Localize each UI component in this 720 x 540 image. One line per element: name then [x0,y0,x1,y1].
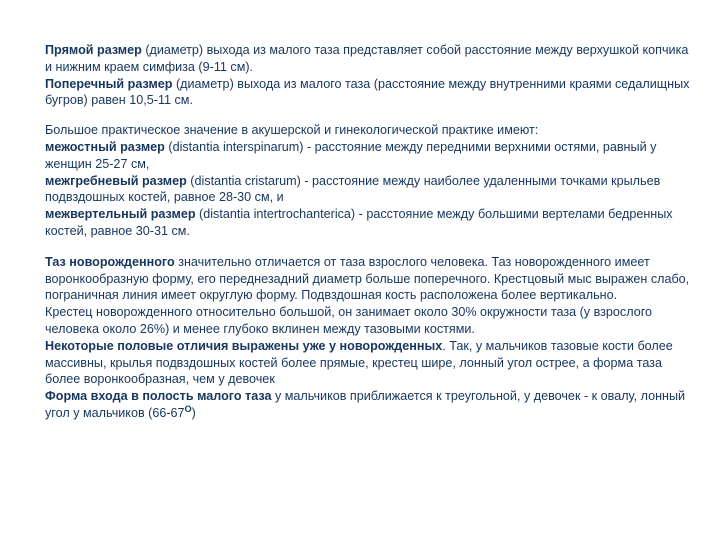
paragraph-interspinous [45,139,693,173]
term-sex-differences: Некоторые половые отличия выражены уже у новорожденных [45,338,443,353]
paragraph-intro: Большое практическое значение в акушерской и гинекологической практике имеют: [45,123,539,138]
term-intercristal: межгребневый размер [45,173,187,188]
paragraph-newborn-pelvis [45,254,693,304]
text-direct-size: (диаметр) выхода из малого таза представляет собой расстояние между верхушкой копчика и нижним краем симфиза (9-11 см). [45,43,689,74]
text-intercristal: (distantia cristarum) - расстояние между наиболее удаленными точками крыльев подвздошных костей, равное 28-30 см, и [45,173,661,205]
newborn-pelvis [45,254,693,422]
paragraph-intertrochanteric [45,206,693,240]
term-interspinous: межостный размер [45,139,165,154]
term-direct-size: Прямой размер [45,43,142,57]
text-interspinous: (distantia interspinarum) - расстояние между передними верхними остями, равный у женщин 25-27 см, [45,139,657,171]
pelvic-outlet-dimensions [45,42,693,109]
paragraph-intercristal [45,173,693,207]
paragraph-inlet-shape [45,388,693,422]
text-transverse-size: (диаметр) выхода из малого таза (расстояние между внутренними краями седалищных бугров) равен 10,5-11 см. [45,76,690,108]
large-pelvis-dimensions [45,122,693,240]
paragraph-sacrum: Крестец новорожденного относительно большой, он занимает около 30% окружности таза (у взрослого человека около 26%) и менее глубоко вклинен между тазовыми костями. [45,305,653,336]
paragraph-transverse-size [45,76,693,110]
spacer [45,109,693,122]
text-sex-differences: . Так, у мальчиков тазовые кости более массивны, крылья подвздошных костей более прямые, крестец шире, лонный угол острее, а форма таза более воронкообразная, чем у девочек [45,338,673,387]
text-inlet-shape: у мальчиков приближается к треугольной, у девочек - к овалу, лонный угол у мальчиков (66-67 [45,389,686,420]
degree-mark: О [184,403,192,414]
term-intertrochanteric: межвертельный размер [45,207,196,222]
paragraph-sex-differences [45,338,693,388]
text-newborn-pelvis: значительно отличается от таза взрослого человека. Таз новорожденного имеет воронкообразную форму, его переднезадний диаметр больше поперечного. Крестцовый мыс выражен слабо, пограничная линия имеет округлую форму. Подвздошная кость расположена более вертикально. [45,254,690,303]
term-newborn-pelvis: Таз новорожденного [45,254,175,269]
term-inlet-shape: Форма входа в полость малого таза [45,389,272,404]
document-text [45,42,693,422]
text-inlet-shape-end: ) [191,405,196,420]
term-transverse-size: Поперечный размер [45,76,173,91]
text-intertrochanteric: (distantia intertrochanterica) - расстояние между большими вертелами бедренных костей, равное 30-31 см. [45,207,673,238]
spacer [45,240,693,254]
paragraph-direct-size [45,42,693,76]
